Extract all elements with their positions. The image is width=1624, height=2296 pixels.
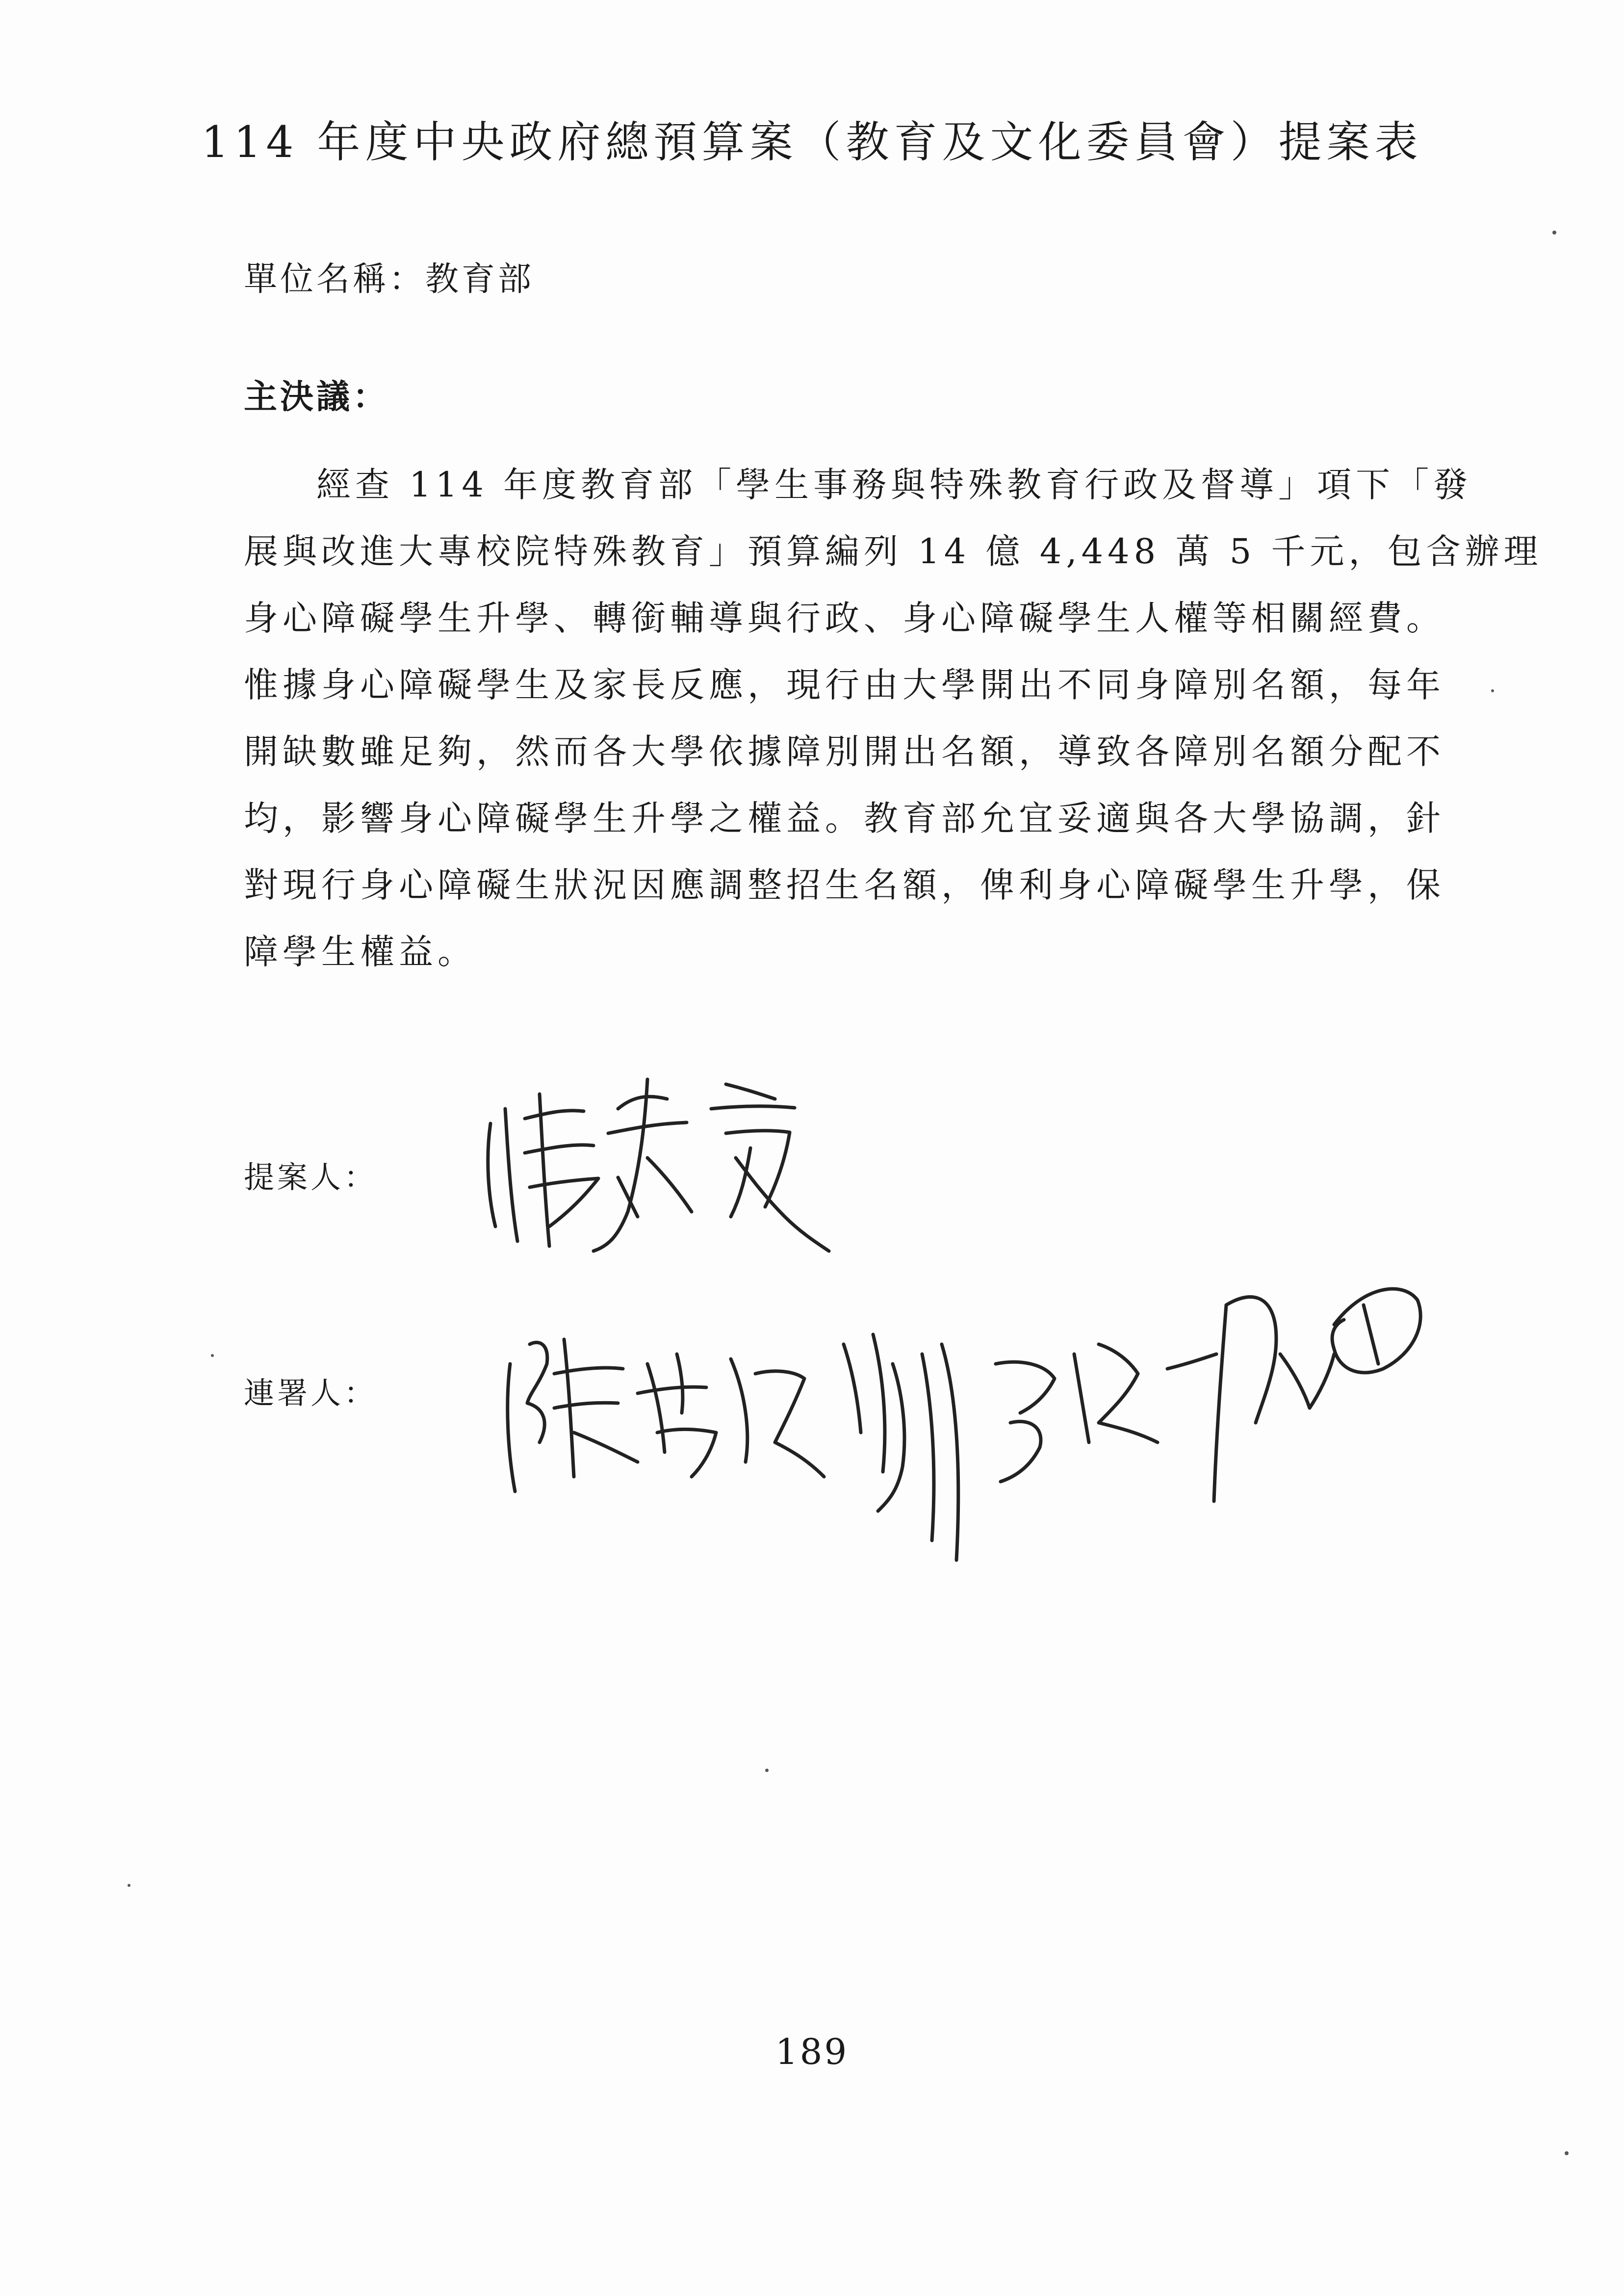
scan-speck (765, 1769, 769, 1772)
scan-speck (1565, 2151, 1569, 2155)
resolution-heading: 主決議： (244, 377, 389, 417)
cosigner-label: 連署人： (244, 1375, 378, 1411)
proposer-signature (471, 1050, 844, 1266)
body-line: 惟據身心障礙學生及家長反應，現行由大學開出不同身障別名額，每年 (244, 665, 1445, 705)
resolution-body (244, 451, 1543, 985)
body-line: 經查 114 年度教育部「學生事務與特殊教育行政及督導」項下「發 (316, 465, 1472, 505)
body-line: 開缺數雖足夠，然而各大學依據障別開出名額，導致各障別名額分配不 (244, 731, 1445, 772)
scan-speck (128, 1884, 130, 1887)
proposer-label: 提案人： (244, 1159, 378, 1195)
body-line: 障學生權益。 (244, 932, 476, 972)
document-title: 114 年度中央政府總預算案（教育及文化委員會）提案表 (201, 117, 1423, 167)
scan-speck (1491, 689, 1494, 692)
cosigner-signatures (500, 1246, 1432, 1599)
page-number: 189 (775, 2031, 849, 2072)
body-line: 展與改進大專校院特殊教育」預算編列 14 億 4,448 萬 5 千元，包含辦理 (244, 531, 1543, 572)
body-line: 身心障礙學生升學、轉銜輔導與行政、身心障礙學生人權等相關經費。 (244, 598, 1445, 638)
unit-name: 單位名稱：教育部 (244, 260, 535, 299)
body-line: 對現行身心障礙生狀況因應調整招生名額，俾利身心障礙學生升學，保 (244, 865, 1445, 905)
body-line: 均，影響身心障礙學生升學之權益。教育部允宜妥適與各大學協調，針 (244, 798, 1445, 838)
scan-speck (1552, 231, 1556, 235)
scan-speck (211, 1354, 214, 1357)
